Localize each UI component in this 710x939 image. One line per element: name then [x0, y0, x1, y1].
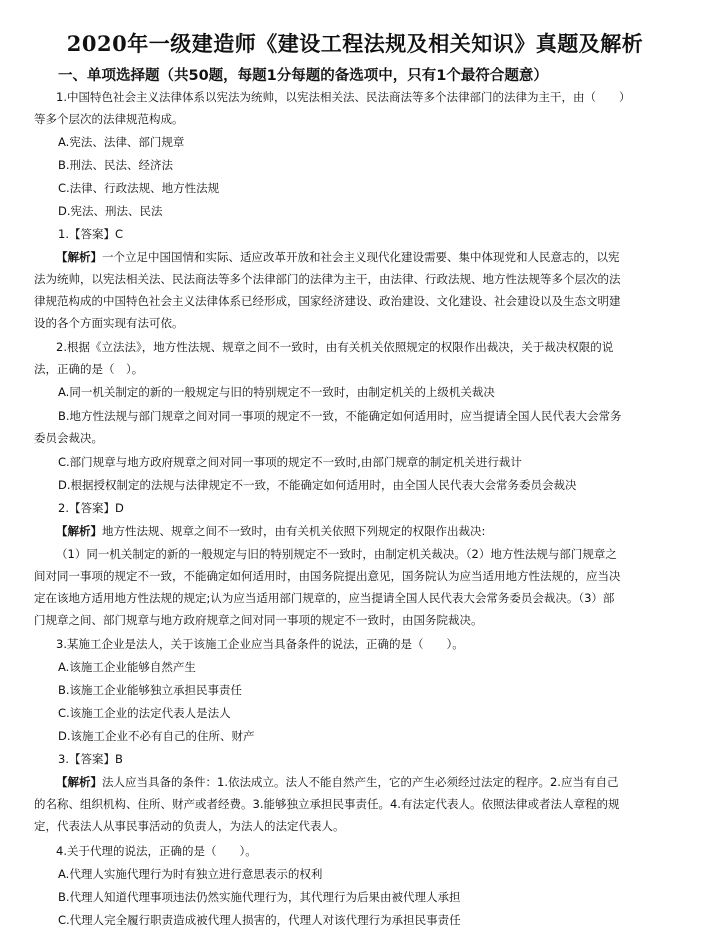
- question-2-analysis-intro: 地方性法规、规章之间不一致时，由有关机关依照下列规定的权限作出裁决:: [102, 524, 486, 538]
- question-1-option-b: B.刑法、民法、经济法: [58, 158, 174, 172]
- analysis-tag: 【解析】: [56, 775, 102, 789]
- question-1-analysis-line1: 一个立足中国国情和实际、适应改革开放和社会主义现代化建设需要、集中体现党和人民意志的，以宪: [102, 250, 620, 264]
- question-2-answer: 2.【答案】D: [58, 501, 124, 515]
- question-1-analysis: [34, 246, 684, 268]
- question-2-option-b-cont: 委员会裁决。: [34, 431, 103, 445]
- analysis-tag: 【解析】: [56, 524, 102, 538]
- question-1-option-a: A.宪法、法律、部门规章: [58, 135, 185, 149]
- question-3-analysis-line3: 定，代表法人从事民事活动的负责人，为法人的法定代表人。: [34, 819, 345, 833]
- section-heading: 一、单项选择题（共50题，每题1分每题的备选项中，只有1个最符合题意）: [58, 68, 548, 84]
- question-1-analysis-line4: 设的各个方面实现有法可依。: [34, 316, 184, 330]
- page-title: 2020年一级建造师《建设工程法规及相关知识》真题及解析: [66, 31, 644, 56]
- question-3-stem: 3.某施工企业是法人，关于该施工企业应当具备条件的说法，正确的是（ ）。: [56, 637, 464, 651]
- question-1-answer: 1.【答案】C: [58, 227, 124, 241]
- question-3-analysis-line1: 法人应当具备的条件：1.依法成立。法人不能自然产生，它的产生必须经过法定的程序。2.应当有自己: [102, 775, 619, 789]
- question-2-option-b: B.地方性法规与部门规章之间对同一事项的规定不一致，不能确定如何适用时，应当提请全国人民代表大会常务: [58, 409, 622, 423]
- question-2-analysis-line3: 定在该地方适用地方性法规的规定;认为应当适用部门规章的，应当提请全国人民代表大会常务委员会裁决。（3）部: [34, 591, 615, 605]
- question-3-answer: 3.【答案】B: [58, 752, 123, 766]
- question-2-analysis-line4: 门规章之间、部门规章与地方政府规章之间对同一事项的规定不一致时，由国务院裁决。: [34, 613, 483, 627]
- question-3-analysis: [34, 771, 684, 793]
- analysis-tag: 【解析】: [56, 250, 102, 264]
- question-1-stem-cont: 等多个层次的法律规范构成。: [34, 112, 184, 126]
- question-2-analysis: [34, 520, 684, 542]
- question-3-option-b: B.该施工企业能够独立承担民事责任: [58, 683, 243, 697]
- question-2-option-d: D.根据授权制定的法规与法律规定不一致，不能确定如何适用时，由全国人民代表大会常务委员会裁决: [58, 478, 577, 492]
- question-3-analysis-line2: 的名称、组织机构、住所、财产或者经费。3.能够独立承担民事责任。4.有法定代表人。依照法律或者法人章程的规: [34, 797, 620, 811]
- question-1-option-c: C.法律、行政法规、地方性法规: [58, 181, 220, 195]
- question-2-stem-cont: 法，正确的是（ ）。: [34, 362, 144, 376]
- question-2-analysis-line2: 间对同一事项的规定不一致，不能确定如何适用时，由国务院提出意见，国务院认为应当适用地方性法规的，应当决: [34, 569, 621, 583]
- question-2-analysis-line1: （1）同一机关制定的新的一般规定与旧的特别规定不一致时，由制定机关裁决。（2）地方性法规与部门规章之: [56, 547, 617, 561]
- question-3-option-a: A.该施工企业能够自然产生: [58, 660, 196, 674]
- question-2-stem: 2.根据《立法法》，地方性法规、规章之间不一致时，由有关机关依照规定的权限作出裁决，关于裁决权限的说: [56, 340, 614, 354]
- question-1-analysis-line3: 律规范构成的中国特色社会主义法律体系已经形成，国家经济建设、政治建设、文化建设、社会建设以及生态文明建: [34, 294, 621, 308]
- question-4-option-a: A.代理人实施代理行为时有独立进行意思表示的权利: [58, 867, 323, 881]
- question-2-option-c: C.部门规章与地方政府规章之间对同一事项的规定不一致时,由部门规章的制定机关进行裁计: [58, 455, 522, 469]
- question-1-stem-line1: 1.中国特色社会主义法律体系以宪法为统帅，以宪法相关法、民法商法等多个法律部门的法律为主干，由（ ）: [56, 90, 631, 104]
- question-2-option-a: A.同一机关制定的新的一般规定与旧的特别规定不一致时，由制定机关的上级机关裁决: [58, 385, 495, 399]
- question-4-option-c: C.代理人完全履行职责造成被代理人损害的，代理人对该代理行为承担民事责任: [58, 913, 461, 927]
- question-1-stem: [34, 86, 684, 108]
- question-1-analysis-line2: 法为统帅，以宪法相关法、民法商法等多个法律部门的法律为主干，由法律、行政法规、地方性法规等多个层次的法: [34, 272, 621, 286]
- question-4-option-b: B.代理人知道代理事项违法仍然实施代理行为，其代理行为后果由被代理人承担: [58, 890, 461, 904]
- question-1-option-d: D.宪法、刑法、民法: [58, 204, 163, 218]
- question-4-stem: 4.关于代理的说法，正确的是（ ）。: [56, 844, 257, 858]
- question-3-option-c: C.该施工企业的法定代表人是法人: [58, 706, 231, 720]
- question-3-option-d: D.该施工企业不必有自己的住所、财产: [58, 729, 255, 743]
